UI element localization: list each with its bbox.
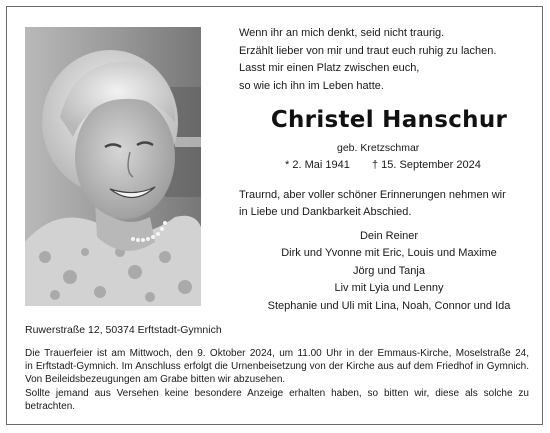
funeral-notice	[25, 347, 529, 413]
family-list	[239, 228, 539, 315]
mourning-line: in Liebe und Dankbarkeit Abschied.	[239, 206, 412, 218]
family-member: Dein Reiner	[359, 230, 419, 242]
death-date: † 15. September 2024	[372, 159, 481, 171]
birth-date: * 2. Mai 1941	[285, 159, 350, 171]
family-member: Jörg und Tanja	[353, 264, 425, 277]
mourning-text	[239, 187, 544, 221]
obituary-card	[6, 6, 543, 425]
poem-line: so wie ich ihn im Leben hatte.	[239, 79, 384, 92]
family-member: Stephanie und Uli mit Lina, Noah, Connor und Ida	[267, 299, 511, 312]
family-member: Dirk und Yvonne mit Eric, Louis und Maxime	[281, 247, 497, 260]
notice-line: Die Trauerfeier ist am Mittwoch, den 9. Oktober 2024, um 11.00 Uhr in der Emmaus-Kirche, Moselstraße 24,	[25, 348, 529, 359]
poem-line: Wenn ihr an mich denkt, seid nicht traurig.	[239, 27, 445, 39]
poem	[239, 25, 539, 95]
poem-line: Erzählt lieber von mir und traut euch ruhig zu lachen.	[239, 44, 497, 57]
mourning-line: Traurnd, aber voller schöner Erinnerungen nehmen wir	[239, 189, 506, 201]
deceased-name: Christel Hanschur	[270, 107, 508, 133]
birth-name: geb. Kretzschmar	[337, 142, 420, 154]
address: Ruwerstraße 12, 50374 Erftstadt-Gymnich	[25, 324, 222, 336]
notice-line: Sollte jemand aus Versehen keine besondere Anzeige erhalten haben, so bitten wir, diese als solche zu	[25, 387, 529, 399]
notice-line: betrachten.	[25, 400, 76, 412]
notice-line: in Erftstadt-Gymnich. Im Anschluss erfolgt die Urnenbeisetzung von der Kirche aus auf dem Friedhof in Gymnich.	[25, 361, 529, 373]
notice-line: Von Beileidsbezeugungen am Grabe bitten wir abzusehen.	[25, 374, 286, 386]
poem-line: Lasst mir einen Platz zwischen euch,	[239, 62, 420, 74]
portrait-photo	[25, 27, 201, 306]
family-member: Liv mit Lyia und Lenny	[334, 282, 444, 295]
